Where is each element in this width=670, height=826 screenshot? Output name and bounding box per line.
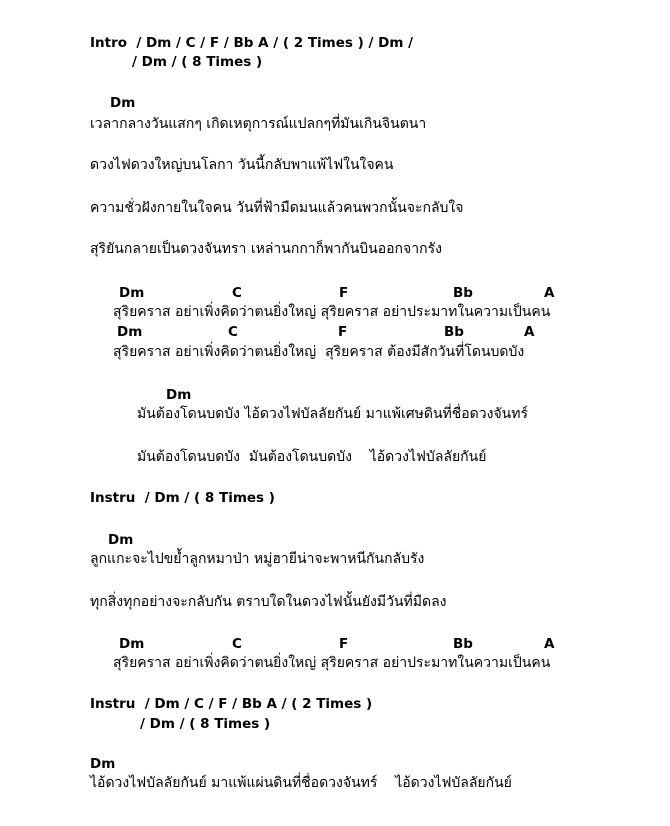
instru2-line-2: / Dm / ( 8 Times ) <box>140 716 271 732</box>
verse1-lyric-1: เวลากลางวันแสกๆ เกิดเหตุการณ์แปลกๆที่มันเกินจินตนา <box>90 116 427 132</box>
instru2-line-1: Instru / Dm / C / F / Bb A / ( 2 Times ) <box>90 696 373 712</box>
chorus2-chord-c: C <box>232 636 242 652</box>
verse2-chord: Dm <box>108 532 134 548</box>
chorus1-chord-bb: Bb <box>453 285 473 301</box>
chorus2-lyric: สุริยคราส อย่าเพิ่งคิดว่าตนยิ่งใหญ่ สุริยคราส อย่าประมาทในความเป็นคน <box>113 655 551 671</box>
chorus1-lyric-1: สุริยคราส อย่าเพิ่งคิดว่าตนยิ่งใหญ่ สุริยคราส อย่าประมาทในความเป็นคน <box>113 304 551 320</box>
bridge1-lyric-2: มันต้องโดนบดบัง มันต้องโดนบดบัง ไอ้ดวงไฟบัลลัยกันย์ <box>137 449 487 465</box>
chorus1-chord2-dm: Dm <box>117 324 143 340</box>
verse1-lyric-4: สุริยันกลายเป็นดวงจันทรา เหล่านกกาก็พากันบินออกจากรัง <box>90 241 442 257</box>
verse2-lyric-2: ทุกสิ่งทุกอย่างจะกลับกัน ตราบใดในดวงไฟนั้นยังมีวันที่มืดลง <box>90 594 447 610</box>
chorus1-chord2-bb: Bb <box>444 324 464 340</box>
verse1-lyric-2: ดวงไฟดวงใหญ่บนโลกา วันนี้กลับพาแพ้ไฟในใจคน <box>90 157 394 173</box>
chorus1-lyric-2: สุริยคราส อย่าเพิ่งคิดว่าตนยิ่งใหญ่ สุริยคราส ต้องมีสักวันที่โดนบดบัง <box>113 344 525 360</box>
chorus1-chord-c: C <box>232 285 242 301</box>
chorus1-chord-f: F <box>339 285 349 301</box>
verse1-chord: Dm <box>110 95 136 111</box>
outro-lyric: ไอ้ดวงไฟบัลลัยกันย์ มาแพ้แผ่นดินที่ชื่อดวงจันทร์ ไอ้ดวงไฟบัลลัยกันย์ <box>90 775 512 791</box>
chorus1-chord2-f: F <box>338 324 348 340</box>
bridge1-lyric-1: มันต้องโดนบดบัง ไอ้ดวงไฟบัลลัยกันย์ มาแพ้เศษดินที่ชื่อดวงจันทร์ <box>137 406 528 422</box>
chorus1-chord2-c: C <box>228 324 238 340</box>
verse1-lyric-3: ความชั่วฝังกายในใจคน วันที่ฟ้ามืดมนแล้วคนพวกนั้นจะกลับใจ <box>90 200 464 216</box>
chorus1-chord2-a: A <box>524 324 535 340</box>
verse2-lyric-1: ลูกแกะจะไปขย้ำลูกหมาป่า หมู่ฮายีน่าจะพาหนีกันกลับรัง <box>90 551 425 567</box>
chorus2-chord-f: F <box>339 636 349 652</box>
outro-chord: Dm <box>90 756 116 772</box>
chorus2-chord-dm: Dm <box>119 636 145 652</box>
chorus2-chord-bb: Bb <box>453 636 473 652</box>
chorus1-chord-a: A <box>544 285 555 301</box>
instru1-line: Instru / Dm / ( 8 Times ) <box>90 490 275 506</box>
chorus1-chord-dm: Dm <box>119 285 145 301</box>
intro-line-1: Intro / Dm / C / F / Bb A / ( 2 Times ) / Dm / <box>90 35 414 51</box>
bridge1-chord: Dm <box>166 387 192 403</box>
chorus2-chord-a: A <box>544 636 555 652</box>
intro-line-2: / Dm / ( 8 Times ) <box>132 54 263 70</box>
